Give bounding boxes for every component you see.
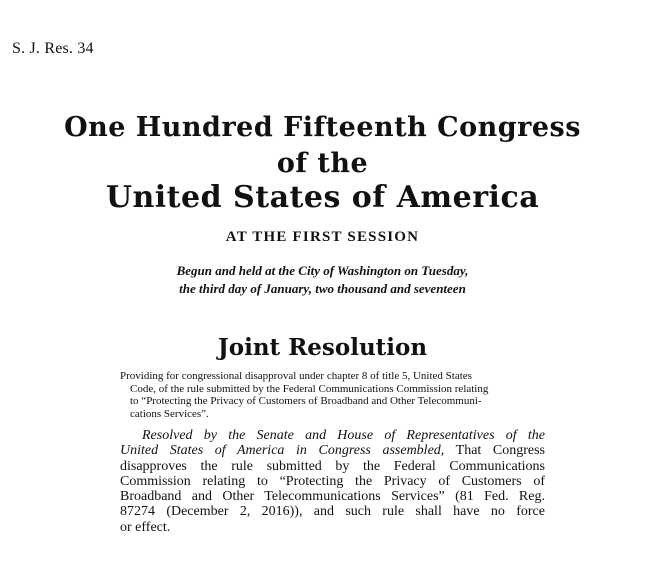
begun-line-2: the third day of January, two thousand and seventeen xyxy=(179,281,466,296)
congress-of-the: of the xyxy=(276,148,369,179)
providing-clause xyxy=(120,370,538,420)
resolved-line: disapproves the rule submitted by the Federal Communications xyxy=(120,458,545,474)
resolved-line: Commission relating to “Protecting the Privacy of Customers of xyxy=(120,473,545,489)
session-label: AT THE FIRST SESSION xyxy=(225,229,420,245)
resolved-that-congress: That Congress xyxy=(444,443,546,459)
providing-line: cations Services”. xyxy=(130,407,209,420)
begun-line-1: Begun and held at the City of Washington on Tuesday, xyxy=(176,263,469,278)
resolved-line: or effect. xyxy=(120,519,171,535)
resolved-line: Resolved by the Senate and House of Representatives of the xyxy=(142,428,545,443)
resolved-line: 87274 (December 2, 2016)), and such rule shall have no force xyxy=(120,504,545,520)
begun-statement xyxy=(0,262,645,298)
resolution-number: S. J. Res. 34 xyxy=(12,40,94,57)
resolved-line xyxy=(120,443,545,458)
resolved-line: Broadband and Other Telecommunications Services” (81 Fed. Reg. xyxy=(120,489,545,505)
providing-line: Code, of the rule submitted by the Federal Communications Commission relating xyxy=(130,382,489,395)
united-states-title: United States of America xyxy=(105,180,540,215)
congress-title: One Hundred Fifteenth Congress xyxy=(64,112,581,143)
providing-line: to “Protecting the Privacy of Customers of Broadband and Other Telecommuni- xyxy=(130,395,482,407)
resolved-italic: United States of America in Congress assembled, xyxy=(120,443,445,459)
providing-line: Providing for congressional disapproval under chapter 8 of title 5, United States xyxy=(120,370,472,382)
resolving-clause xyxy=(120,428,545,535)
joint-resolution-heading: Joint Resolution xyxy=(217,334,428,361)
